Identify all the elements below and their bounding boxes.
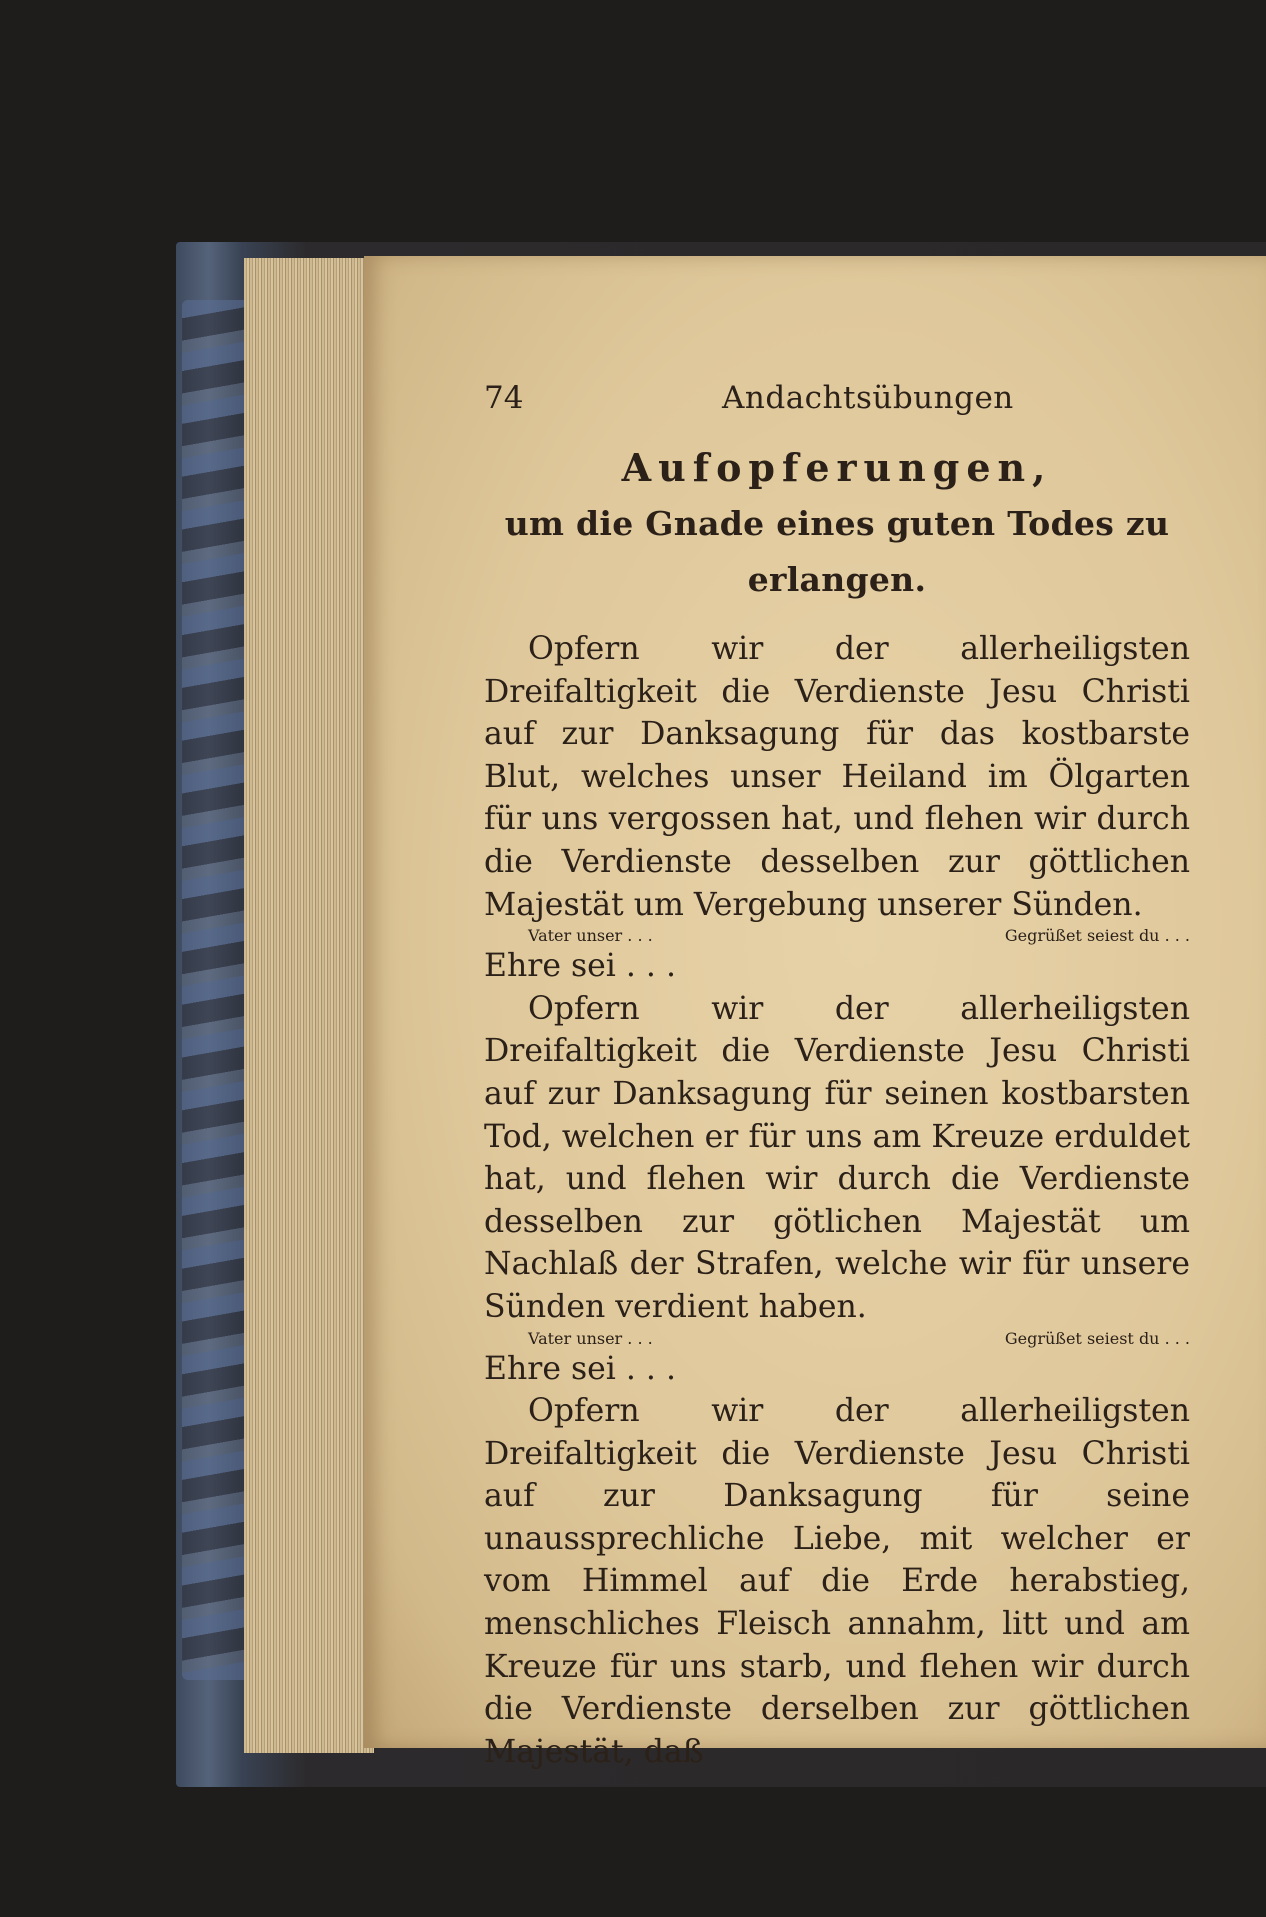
running-title: Andachtsübungen (722, 380, 1014, 416)
prayer-our-father: Vater unser . . . (528, 926, 653, 946)
prayer-glory-be: Ehre sei . . . (484, 1350, 676, 1387)
prayer-line-1 (484, 926, 1190, 945)
section-title: Aufopferungen, (621, 445, 1053, 490)
page-content (484, 380, 1190, 1773)
paragraph-2: Opfern wir der allerheiligsten Dreifaltigkeit die Verdienste Jesu Christi auf zur Danksagung für seinen kostbarsten Tod, welchen er für uns am Kreuze erduldet hat, und flehen wir durch die Verdienste desselben zur götlichen Majestät um Nachlaß der Strafen, welche wir für unsere Sünden verdient haben. (484, 990, 1190, 1325)
page-edges (244, 258, 374, 1753)
prayer-line-2 (484, 1329, 1190, 1348)
paragraph-3: Opfern wir der allerheiligsten Dreifaltigkeit die Verdienste Jesu Christi auf zur Danksagung für seine unaussprechliche Liebe, mit welcher er vom Himmel auf die Erde herabstieg, menschliches Fleisch annahm, litt und am Kreuze für uns starb, und flehen wir durch die Verdienste derselben zur göttlichen Majestät, daß (484, 1393, 1190, 1770)
section-subtitle: um die Gnade eines guten Todes zu erlangen. (504, 504, 1170, 599)
page-header (484, 380, 1190, 436)
prayer-our-father: Vater unser . . . (528, 1328, 653, 1348)
prayer-hail-mary: Gegrüßet seiest du . . . (1004, 926, 1190, 946)
page-number: 74 (484, 380, 524, 416)
paragraph-1: Opfern wir der allerheiligsten Dreifaltigkeit die Verdienste Jesu Christi auf zur Danksagung für das kostbarste Blut, welches unser Heiland im Ölgarten für uns vergossen hat, und flehen wir durch die Verdienste desselben zur göttlichen Majestät um Vergebung unserer Sünden. (484, 631, 1190, 923)
prayer-glory-be: Ehre sei . . . (484, 948, 676, 985)
prayer-hail-mary: Gegrüßet seiest du . . . (1004, 1328, 1190, 1348)
